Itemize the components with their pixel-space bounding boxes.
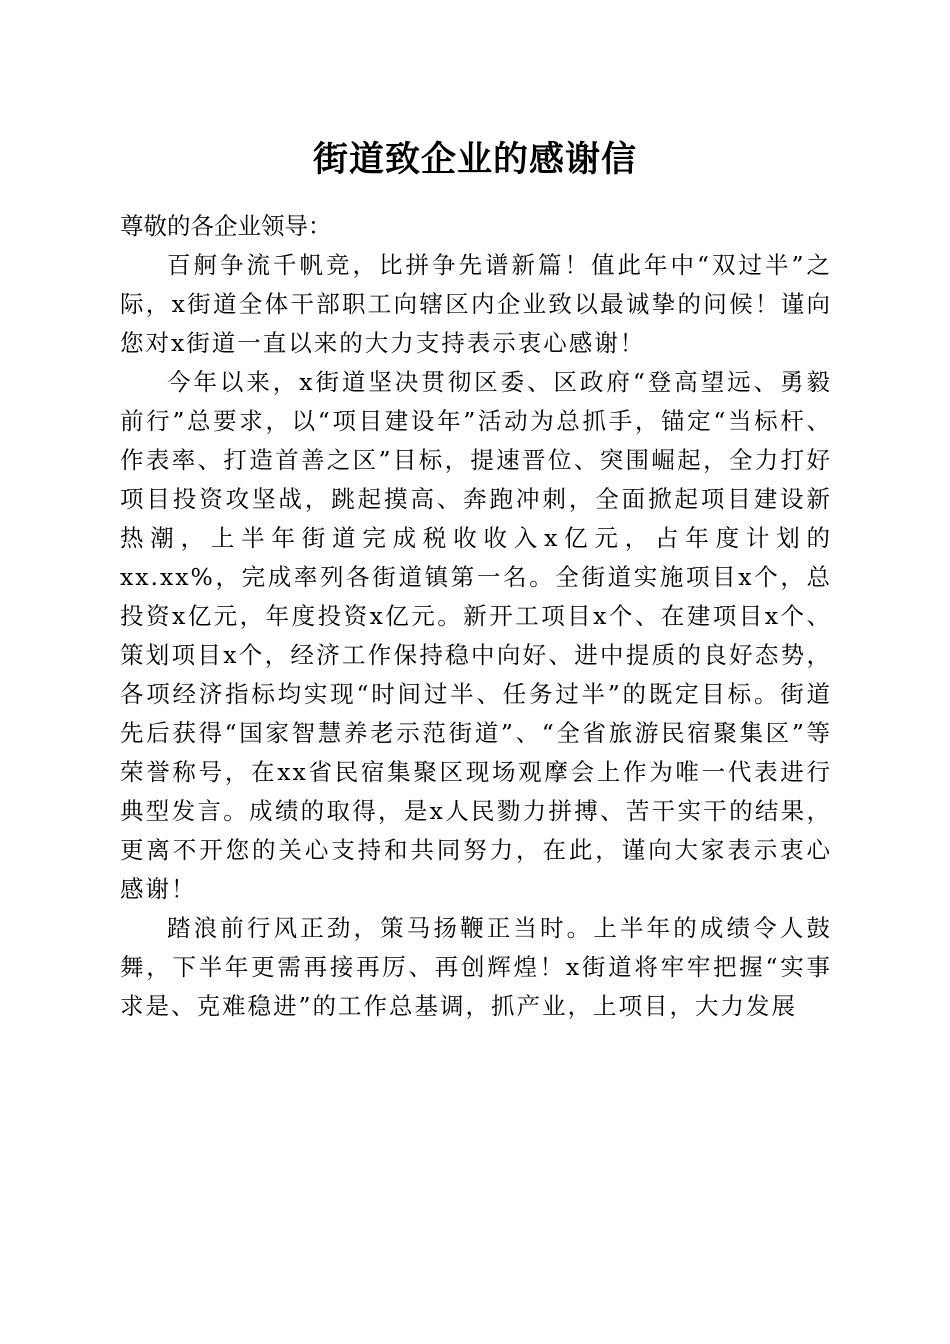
salutation: 尊敬的各企业领导： — [120, 212, 332, 240]
paragraph-greeting: 百舸争流千帆竞，比拼争先谱新篇！值此年中“双过半”之际，x街道全体干部职工向辖区内企业致以最诚挚的问候！谨向您对x街道一直以来的大力支持表示衷心感谢！ — [120, 251, 832, 357]
paragraph-achievements: 今年以来，x街道坚决贯彻区委、区政府“登高望远、勇毅前行”总要求，以“项目建设年”活动为总抓手，锚定“当标杆、作表率、打造首善之区”目标，提速晋位、突围崛起，全力打好项目投资攻坚战，跳起摸高、奔跑冲刺，全面掀起项目建设新热潮，上半年街道完成税收收入x亿元，占年度计划的xx.xx%，完成率列各街道镇第一名。全街道实施项目x个，总投资x亿元，年度投资x亿元。新开工项目x个、在建项目x个、策划项目x个，经济工作保持稳中向好、进中提质的良好态势，各项经济指标均实现“时间过半、任务过半”的既定目标。街道先后获得“国家智慧养老示范街道”、“全省旅游民宿聚集区”等荣誉称号，在xx省民宿集聚区现场观摩会上作为唯一代表进行典型发言。成绩的取得，是x人民勠力拼搏、苦干实干的结果，更离不开您的关心支持和共同努力，在此，谨向大家表示衷心感谢！ — [120, 368, 832, 903]
letter-body — [120, 207, 832, 1026]
letter-title: 街道致企业的感谢信 — [312, 139, 637, 180]
paragraph-outlook: 踏浪前行风正劲，策马扬鞭正当时。上半年的成绩令人鼓舞，下半年更需再接再厉、再创辉煌！x街道将牢牢把握“实事求是、克难稳进”的工作总基调，抓产业，上项目，大力发展 — [120, 914, 832, 1020]
